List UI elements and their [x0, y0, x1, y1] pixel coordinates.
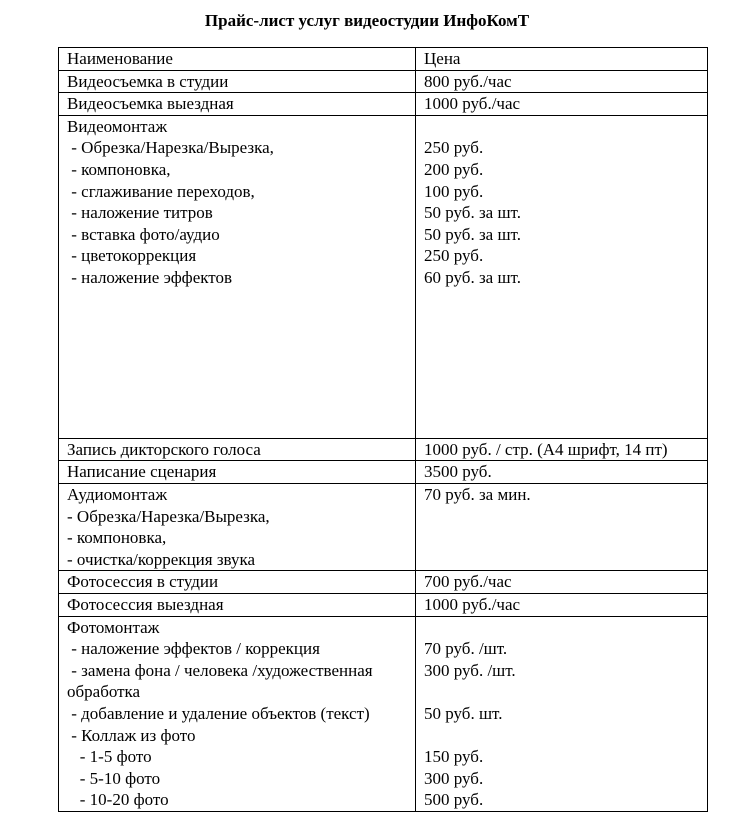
service-price: 50 руб. за шт. — [424, 203, 521, 223]
service-price-cell — [416, 461, 708, 484]
service-subitem: - очистка/коррекция звука — [67, 549, 256, 569]
header-name-cell — [59, 48, 416, 71]
service-subitem: - 1-5 фото — [67, 747, 152, 767]
service-name-cell — [59, 70, 416, 93]
table-row — [59, 571, 708, 594]
service-subitem: - добавление и удаление объектов (текст) — [67, 703, 370, 723]
service-subitem: - компоновка, — [67, 159, 171, 179]
service-price: 70 руб. /шт. — [424, 639, 508, 659]
service-price: 300 руб. /шт. — [424, 660, 516, 680]
service-price-cell — [416, 115, 708, 438]
service-subitem: - наложение титров — [67, 203, 213, 223]
service-subitem: - 10-20 фото — [67, 790, 169, 810]
price-table — [58, 47, 708, 812]
service-name: Видеосъемка в студии — [67, 71, 229, 91]
service-price — [424, 617, 707, 639]
service-name-cell — [59, 93, 416, 116]
service-price: 60 руб. за шт. — [424, 267, 521, 287]
service-price-cell — [416, 438, 708, 461]
page-title: Прайс-лист услуг видеостудии ИнфоКомТ — [204, 11, 530, 30]
service-name-cell — [59, 438, 416, 461]
service-price: 250 руб. — [424, 138, 484, 158]
service-price: 1000 руб./час — [424, 94, 521, 114]
table-row — [59, 616, 708, 811]
service-price — [424, 116, 707, 138]
header-name: Наименование — [67, 49, 173, 68]
service-subitem: - Обрезка/Нарезка/Вырезка, — [67, 506, 270, 526]
service-name-cell — [59, 593, 416, 616]
service-subitem: - 5-10 фото — [67, 768, 161, 788]
table-row — [59, 70, 708, 93]
service-price: 250 руб. — [424, 246, 484, 266]
service-subitem: - вставка фото/аудио — [67, 224, 220, 244]
service-subitem: - наложение эффектов / коррекция — [67, 639, 320, 659]
service-subitem: - Обрезка/Нарезка/Вырезка, — [67, 138, 274, 158]
service-price: 3500 руб. — [424, 462, 492, 482]
service-subitem: - сглаживание переходов, — [67, 181, 255, 201]
service-price: 800 руб./час — [424, 71, 512, 91]
service-name: Аудиомонтаж — [67, 484, 168, 504]
header-price: Цена — [424, 49, 461, 68]
service-name: Видеосъемка выездная — [67, 94, 234, 114]
table-row — [59, 115, 708, 438]
service-name-cell — [59, 461, 416, 484]
service-subitem: - Коллаж из фото — [67, 725, 196, 745]
service-price: 50 руб. за шт. — [424, 224, 521, 244]
service-name: Запись дикторского голоса — [67, 439, 261, 459]
table-row — [59, 483, 708, 570]
table-row — [59, 93, 708, 116]
table-header-row — [59, 48, 708, 71]
service-price: 500 руб. — [424, 790, 484, 810]
service-price-cell — [416, 70, 708, 93]
table-row — [59, 438, 708, 461]
service-price: 300 руб. — [424, 768, 484, 788]
service-price: 100 руб. — [424, 181, 484, 201]
service-price-cell — [416, 483, 708, 570]
service-price: 50 руб. шт. — [424, 703, 503, 723]
service-name: Видеомонтаж — [67, 116, 168, 136]
service-name-cell — [59, 571, 416, 594]
service-name: Фотосессия выездная — [67, 594, 224, 614]
service-subitem: - цветокоррекция — [67, 246, 197, 266]
service-price-cell — [416, 616, 708, 811]
service-price-cell — [416, 571, 708, 594]
service-price-cell — [416, 593, 708, 616]
header-price-cell — [416, 48, 708, 71]
service-price — [424, 681, 707, 703]
service-price — [424, 725, 707, 747]
service-name-cell — [59, 483, 416, 570]
table-row — [59, 593, 708, 616]
service-price: 70 руб. за мин. — [424, 484, 531, 504]
service-name: Написание сценария — [67, 462, 217, 482]
service-price-cell — [416, 93, 708, 116]
table-row — [59, 461, 708, 484]
service-name: Фотосессия в студии — [67, 572, 219, 592]
service-price: 700 руб./час — [424, 572, 512, 592]
service-name-cell — [59, 616, 416, 811]
service-price: 1000 руб./час — [424, 594, 521, 614]
service-price: 150 руб. — [424, 747, 484, 767]
service-price: 200 руб. — [424, 159, 484, 179]
service-price: 1000 руб. / стр. (А4 шрифт, 14 пт) — [424, 439, 668, 459]
service-subitem: - компоновка, — [67, 528, 167, 548]
service-name: Фотомонтаж — [67, 617, 160, 637]
service-subitem: - замена фона / человека /художественная обработка — [67, 660, 377, 702]
service-subitem: - наложение эффектов — [67, 267, 233, 287]
service-name-cell — [59, 115, 416, 438]
